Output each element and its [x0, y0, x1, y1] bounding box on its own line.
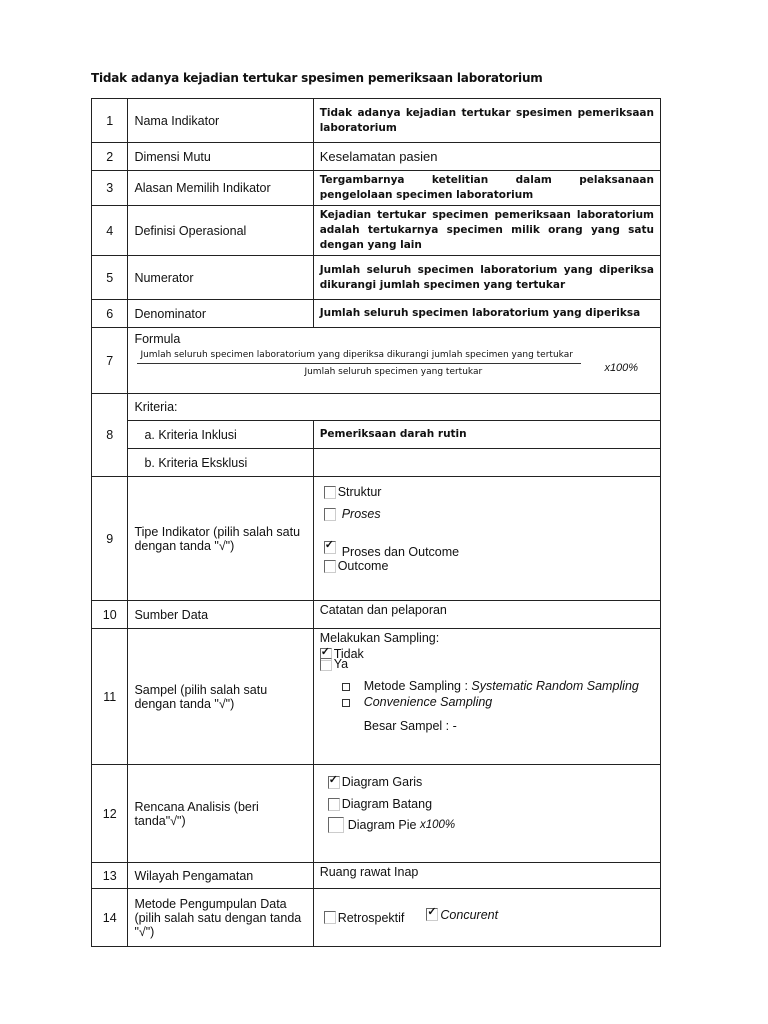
row-value: Keselamatan pasien: [313, 143, 660, 171]
row-value: Jumlah seluruh specimen laboratorium yang diperiksa dikurangi jumlah specimen yang tertukar: [313, 256, 660, 300]
row-label: Wilayah Pengamatan: [128, 863, 313, 889]
checkbox-empty-icon[interactable]: [320, 658, 332, 671]
option-diagram-batang[interactable]: Diagram Batang: [328, 797, 654, 811]
table-row: [92, 765, 661, 863]
row-number: 6: [92, 300, 128, 328]
option-tidak[interactable]: ✓ Tidak: [320, 645, 364, 661]
option-ya[interactable]: Ya: [320, 657, 654, 671]
indicator-type-options: [313, 477, 660, 601]
table-row: [92, 300, 661, 328]
row-value: Catatan dan pelaporan: [313, 601, 660, 629]
row-number: 8: [92, 394, 128, 477]
checkbox-empty-icon[interactable]: [324, 560, 336, 573]
row-number: 10: [92, 601, 128, 629]
table-row: [92, 206, 661, 256]
criteria-exclusion-label: b. Kriteria Eksklusi: [128, 449, 313, 477]
table-row: [92, 394, 661, 421]
row-label: Denominator: [128, 300, 313, 328]
table-row: [92, 143, 661, 171]
table-row: [92, 889, 661, 947]
document-title: Tidak adanya kejadian tertukar spesimen pemeriksaan laboratorium: [91, 71, 543, 85]
sampling-method: Metode Sampling : Systematic Random Sampling: [320, 679, 654, 693]
option-retrospektif[interactable]: Retrospektif: [324, 911, 405, 925]
checkbox-checked-icon[interactable]: ✓: [324, 541, 336, 554]
row-number: 4: [92, 206, 128, 256]
row-label: Alasan Memilih Indikator: [128, 171, 313, 206]
collection-method-options: [313, 889, 660, 947]
row-value: Tidak adanya kejadian tertukar spesimen pemeriksaan laboratorium: [313, 99, 660, 143]
criteria-inclusion-value: Pemeriksaan darah rutin: [313, 421, 660, 449]
row-number: 12: [92, 765, 128, 863]
row-label: Sampel (pilih salah satu dengan tanda "√"): [128, 629, 313, 765]
row-number: 9: [92, 477, 128, 601]
row-label: Sumber Data: [128, 601, 313, 629]
formula-multiplier: x100%: [604, 362, 639, 374]
row-value: Kejadian tertukar specimen pemeriksaan laboratorium adalah tertukarnya specimen milik orang yang satu dengan yang lain: [313, 206, 660, 256]
row-number: 3: [92, 171, 128, 206]
table-row: [92, 328, 661, 394]
checkbox-empty-icon[interactable]: [324, 508, 336, 521]
checkbox-empty-icon[interactable]: [324, 486, 336, 499]
table-row: [92, 449, 661, 477]
table-row: [92, 99, 661, 143]
row-label: Tipe Indikator (pilih salah satu dengan tanda "√"): [128, 477, 313, 601]
formula-denominator: Jumlah seluruh specimen yang tertukar: [304, 367, 483, 377]
checkbox-empty-icon[interactable]: [324, 911, 336, 924]
formula-cell: [128, 328, 661, 394]
indicator-table: [91, 98, 661, 947]
criteria-inclusion-label: a. Kriteria Inklusi: [128, 421, 313, 449]
row-label: Kriteria:: [128, 394, 661, 421]
checkbox-checked-icon[interactable]: ✓: [426, 908, 438, 921]
bullet-box-icon: [342, 683, 350, 691]
analysis-options: [313, 765, 660, 863]
convenience-sampling: Convenience Sampling: [320, 695, 654, 709]
row-number: 11: [92, 629, 128, 765]
table-row: [92, 256, 661, 300]
option-diagram-garis[interactable]: ✓ Diagram Garis: [328, 773, 423, 789]
sampling-options: [313, 629, 660, 765]
option-proses-outcome[interactable]: ✓ Proses dan Outcome: [324, 538, 460, 559]
table-row: [92, 863, 661, 889]
criteria-exclusion-value: [313, 449, 660, 477]
table-row: [92, 171, 661, 206]
row-label: Rencana Analisis (beri tanda"√"): [128, 765, 313, 863]
option-concurent[interactable]: ✓ Concurent: [427, 906, 499, 922]
bullet-box-icon: [342, 699, 350, 707]
table-row: [92, 629, 661, 765]
row-number: 1: [92, 99, 128, 143]
formula-expression: [134, 346, 654, 382]
row-value: Tergambarnya ketelitian dalam pelaksanaan pengelolaan specimen laboratorium: [313, 171, 660, 206]
row-number: 2: [92, 143, 128, 171]
option-diagram-pie[interactable]: Diagram Pie x100%: [328, 817, 654, 833]
row-value: Ruang rawat Inap: [313, 863, 660, 889]
option-proses[interactable]: Proses: [324, 507, 654, 521]
row-value: Jumlah seluruh specimen laboratorium yang diperiksa: [313, 300, 660, 328]
formula-label: Formula: [134, 332, 181, 346]
fraction-bar: [137, 363, 581, 364]
sampling-heading: Melakukan Sampling:: [319, 631, 440, 645]
checkbox-checked-icon[interactable]: ✓: [320, 648, 332, 661]
table-row: [92, 421, 661, 449]
row-label: Numerator: [128, 256, 313, 300]
checkbox-empty-icon[interactable]: [328, 798, 340, 811]
row-label: Nama Indikator: [128, 99, 313, 143]
row-number: 14: [92, 889, 128, 947]
table-row: [92, 601, 661, 629]
sample-size: Besar Sampel : -: [363, 719, 457, 733]
option-outcome[interactable]: Outcome: [324, 559, 654, 573]
checkbox-checked-icon[interactable]: ✓: [328, 776, 340, 789]
row-label: Metode Pengumpulan Data (pilih salah satu dengan tanda "√"): [128, 889, 313, 947]
row-number: 13: [92, 863, 128, 889]
formula-numerator: Jumlah seluruh specimen laboratorium yang diperiksa dikurangi jumlah specimen yang tertukar: [140, 350, 573, 360]
row-label: Dimensi Mutu: [128, 143, 313, 171]
row-label: Definisi Operasional: [128, 206, 313, 256]
row-number: 5: [92, 256, 128, 300]
table-row: [92, 477, 661, 601]
option-struktur[interactable]: Struktur: [324, 485, 654, 499]
checkbox-empty-icon[interactable]: [328, 817, 344, 833]
row-number: 7: [92, 328, 128, 394]
